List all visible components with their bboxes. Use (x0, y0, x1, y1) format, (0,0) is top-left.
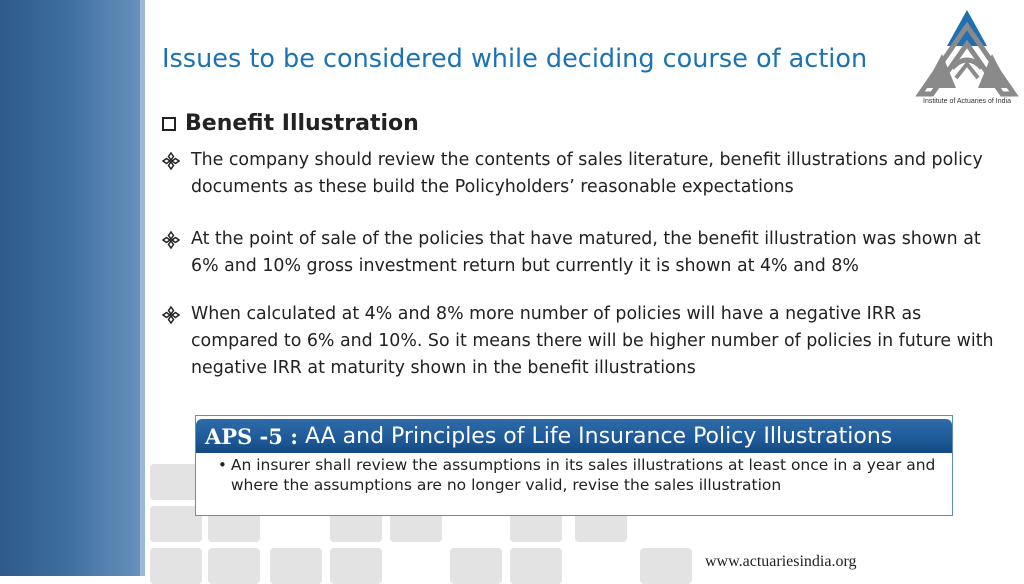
bullet-text: At the point of sale of the policies that have matured, the benefit illustration was shown at 6% and 10% gross investment return but currently it is shown at 4% and 8% (191, 229, 981, 276)
checkbox-bullet-icon (162, 117, 176, 131)
sidebar-edge (140, 0, 145, 576)
left-sidebar-band (0, 0, 145, 576)
institute-logo-icon (912, 6, 1022, 110)
dot-bullet-icon: • (218, 456, 227, 474)
aps-label: APS -5 : (205, 423, 298, 449)
slide-title: Issues to be considered while deciding course of action (162, 44, 868, 74)
section-heading (162, 111, 419, 136)
bg-tile (150, 548, 202, 584)
bg-tile (510, 548, 562, 584)
section-heading-text: Benefit Illustration (185, 111, 419, 136)
logo-caption: Institute of Actuaries of India (923, 98, 1011, 105)
diamond-bullet-icon (162, 231, 180, 249)
bg-tile (270, 548, 322, 584)
bg-tile (208, 548, 260, 584)
footer-url: www.actuariesindia.org (705, 553, 857, 570)
bullet-text: The company should review the contents of sales literature, benefit illustrations and policy documents as these build the Policyholders’ reasonable expectations (191, 150, 983, 197)
bullet-item (162, 147, 1002, 201)
bg-tile (640, 548, 692, 584)
bg-tile (450, 548, 502, 584)
bullet-text: When calculated at 4% and 8% more number of policies will have a negative IRR as compared to 6% and 10%. So it means there will be higher number of policies in future with negative IRR at maturity shown in the benefit illustrations (191, 304, 994, 378)
aps-bullet (218, 455, 938, 495)
aps-title: AA and Principles of Life Insurance Policy Illustrations (304, 423, 893, 449)
diamond-bullet-icon (162, 152, 180, 170)
aps-header (196, 419, 952, 453)
bullet-item (162, 301, 1002, 382)
aps-callout-box (195, 415, 953, 516)
diamond-bullet-icon (162, 306, 180, 324)
bg-tile (330, 548, 382, 584)
bullet-item (162, 226, 1002, 280)
aps-bullet-text: An insurer shall review the assumptions in its sales illustrations at least once in a year and where the assumptions are no longer valid, revise the sales illustration (230, 456, 936, 494)
